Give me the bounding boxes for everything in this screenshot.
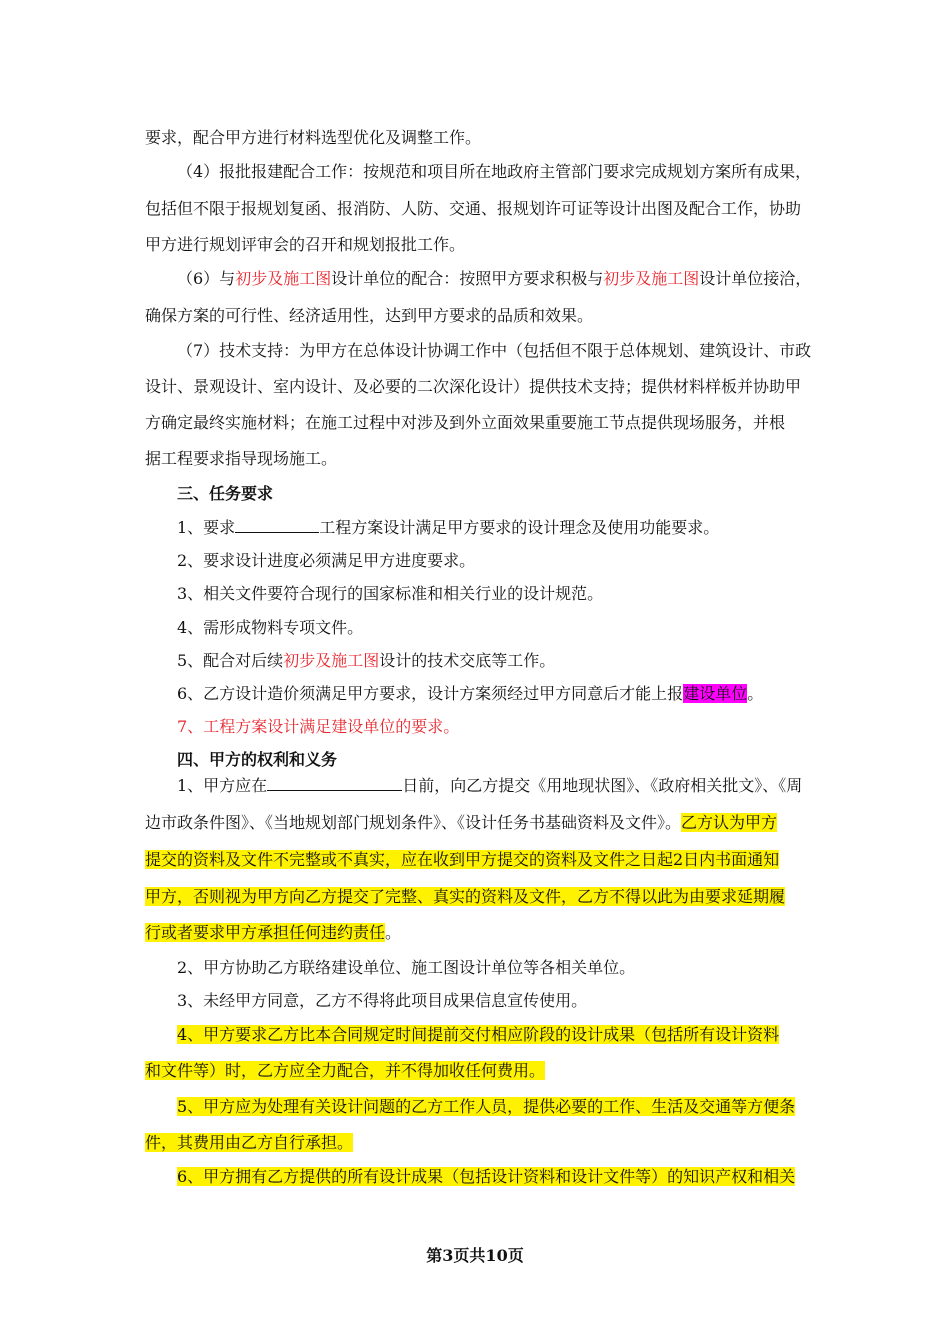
list-item: 7、工程方案设计满足建设单位的要求。 <box>177 717 460 736</box>
red-text: 工程方案设计满足建设单位的要求。 <box>203 717 460 736</box>
list-item: 3、未经甲方同意，乙方不得将此项目成果信息宣传使用。 <box>177 991 588 1010</box>
list-item: 4、需形成物料专项文件。 <box>177 618 364 637</box>
magenta-highlight: 建设单位 <box>683 684 748 703</box>
list-item: 2、甲方协助乙方联络建设单位、施工图设计单位等各相关单位。 <box>177 958 636 977</box>
red-text: 初步及施工图 <box>603 269 700 288</box>
yellow-highlight: 4、甲方要求乙方比本合同规定时间提前交付相应阶段的设计成果（包括所有设计资料 <box>177 1025 780 1044</box>
fill-in-blank <box>267 775 402 791</box>
paragraph-line: 要求，配合甲方进行材料选型优化及调整工作。 <box>145 128 482 147</box>
paragraph-line: 甲方进行规划评审会的召开和规划报批工作。 <box>145 235 466 254</box>
paragraph-line: 包括但不限于报规划复函、报消防、人防、交通、报规划许可证等设计出图及配合工作，协助 <box>145 199 802 218</box>
paragraph-line: 据工程要求指导现场施工。 <box>145 449 338 468</box>
yellow-highlight: 甲方，否则视为甲方向乙方提交了完整、真实的资料及文件，乙方不得以此为由要求延期履 <box>145 887 786 906</box>
paragraph-line: （7）技术支持：为甲方在总体设计协调工作中（包括但不限于总体规划、建筑设计、市政 <box>177 341 812 360</box>
paragraph-line: （4）报批报建配合工作：按规范和项目所在地政府主管部门要求完成规划方案所有成果， <box>177 162 812 181</box>
yellow-highlight: 6、甲方拥有乙方提供的所有设计成果（包括设计资料和设计文件等）的知识产权和相关 <box>177 1167 796 1186</box>
paragraph-line: 设计、景观设计、室内设计、及必要的二次深化设计）提供技术支持；提供材料样板并协助甲 <box>145 377 802 396</box>
section-heading: 三、任务要求 <box>177 484 274 503</box>
paragraph-line <box>145 849 815 871</box>
paragraph-line <box>145 1060 815 1082</box>
red-text: 初步及施工图 <box>283 651 380 670</box>
paragraph-line: 确保方案的可行性、经济适用性，达到甲方要求的品质和效果。 <box>145 306 594 325</box>
list-item: 1、要求 工程方案设计满足甲方要求的设计理念及使用功能要求。 <box>177 518 720 537</box>
paragraph-line: 行或者要求甲方承担任何违约责任。 <box>145 923 402 942</box>
paragraph-line <box>145 886 815 908</box>
paragraph-line <box>145 1132 815 1154</box>
paragraph-line <box>177 1166 847 1188</box>
red-text: 初步及施工图 <box>235 269 332 288</box>
page-number-footer: 第3页共10页 <box>426 1246 524 1265</box>
yellow-highlight: 乙方认为甲方 <box>681 813 778 832</box>
paragraph-line: 方确定最终实施材料；在施工过程中对涉及到外立面效果重要施工节点提供现场服务，并根 <box>145 413 786 432</box>
fill-in-blank <box>235 517 319 533</box>
paragraph-line: 边市政条件图》、《当地规划部门规划条件》、《设计任务书基础资料及文件》。乙方认为甲方 <box>145 813 778 832</box>
list-item: 5、配合对后续初步及施工图设计的技术交底等工作。 <box>177 651 556 670</box>
section-heading: 四、甲方的权利和义务 <box>177 750 338 769</box>
yellow-highlight: 和文件等）时，乙方应全力配合，并不得加收任何费用。 <box>145 1061 546 1080</box>
list-item: 3、相关文件要符合现行的国家标准和相关行业的设计规范。 <box>177 584 604 603</box>
yellow-highlight: 5、甲方应为处理有关设计问题的乙方工作人员，提供必要的工作、生活及交通等方便条 <box>177 1097 796 1116</box>
paragraph-line <box>177 1096 847 1118</box>
yellow-highlight: 提交的资料及文件不完整或不真实，应在收到甲方提交的资料及文件之日起2日内书面通知 <box>145 850 780 869</box>
list-item: 2、要求设计进度必须满足甲方进度要求。 <box>177 551 476 570</box>
yellow-highlight: 件，其费用由乙方自行承担。 <box>145 1133 354 1152</box>
paragraph-line <box>177 1024 847 1046</box>
list-item: 6、乙方设计造价须满足甲方要求，设计方案须经过甲方同意后才能上报建设单位。 <box>177 684 764 703</box>
yellow-highlight: 行或者要求甲方承担任何违约责任 <box>145 923 386 942</box>
paragraph-line: 1、甲方应在 日前，向乙方提交《用地现状图》、《政府相关批文》、《周 <box>177 776 803 795</box>
paragraph-line: （6）与初步及施工图设计单位的配合：按照甲方要求积极与初步及施工图设计单位接洽， <box>177 269 812 288</box>
